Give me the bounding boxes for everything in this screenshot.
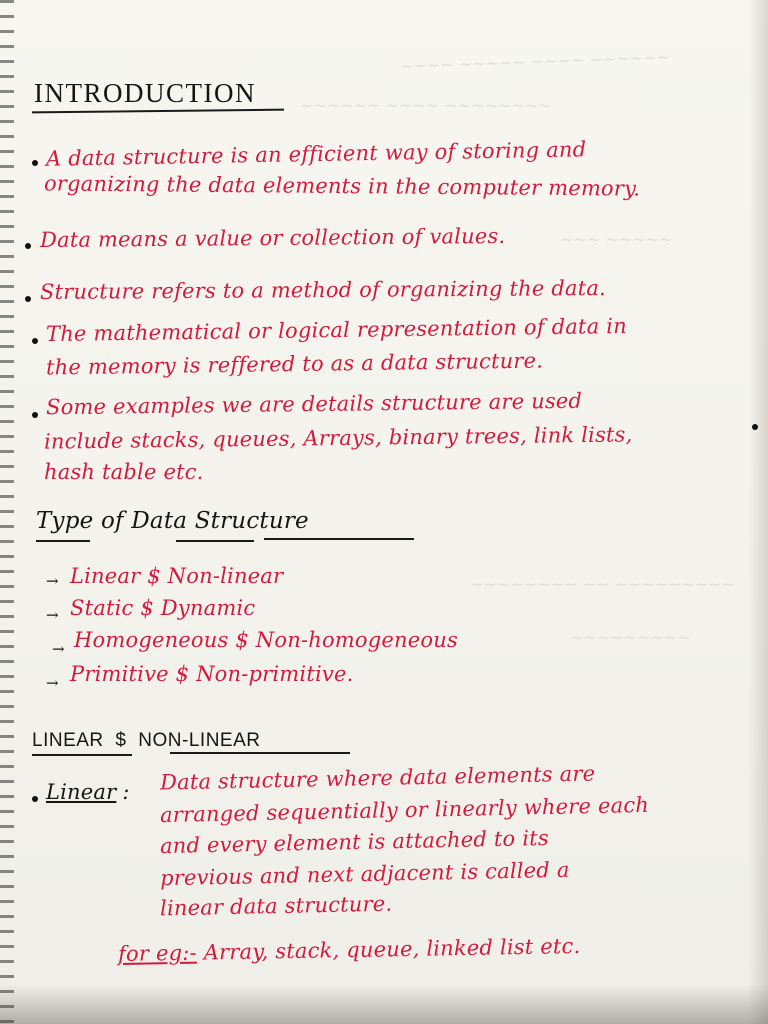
linear-heading-amp: $	[115, 730, 127, 751]
types-heading-word: Structure	[194, 508, 309, 534]
example-line	[118, 934, 581, 966]
intro-bullet-1-line-2: organizing the data elements in the computer memory.	[43, 171, 641, 201]
bullet-dot	[32, 160, 38, 166]
intro-bullet-5-line-1: Some examples we are details structure are used	[45, 388, 583, 420]
linear-def-line-1: Data structure where data elements are	[159, 761, 596, 795]
intro-bullet-4-line-1: The mathematical or logical representation of data in	[45, 313, 628, 347]
linear-def-line-4: previous and next adjacent is called a	[159, 857, 570, 891]
bleed-through-text: ~~~~ ~~~~~ ~~~~ ~~~~~~	[399, 47, 671, 76]
intro-bullet-3-line-1: Structure refers to a method of organizing the data.	[39, 276, 606, 304]
example-text: Array, stack, queue, linked list etc.	[203, 933, 581, 965]
bullet-dot	[32, 338, 38, 344]
bullet-dot	[25, 243, 31, 249]
types-heading-underline	[176, 540, 254, 542]
linear-def-line-2: arranged sequentially or linearly where each	[159, 792, 650, 828]
linear-heading-right-main: LINEAR	[188, 730, 261, 751]
bullet-dot	[752, 424, 758, 430]
types-heading-underline	[36, 540, 90, 542]
type-item-1: Linear $ Non-linear	[70, 564, 284, 588]
page-edge-shadow	[748, 0, 768, 1024]
linear-heading-right-prefix: NON-	[138, 730, 189, 751]
linear-term	[46, 780, 130, 804]
types-heading-word: of	[101, 508, 124, 534]
bullet-dot	[32, 412, 38, 418]
linear-heading-underline	[32, 754, 132, 756]
types-heading	[36, 508, 309, 534]
bleed-through-text: ~~~ ~~~~~	[560, 230, 673, 249]
example-label: for eg:-	[117, 940, 198, 967]
bleed-through-text: ~~~~~~ ~~~~ ~~~~~~~~	[300, 96, 552, 115]
type-item-3: Homogeneous $ Non-homogeneous	[74, 628, 458, 652]
types-heading-word: Type	[36, 508, 94, 534]
bullet-dot	[25, 296, 31, 302]
intro-bullet-2-line-1: Data means a value or collection of values.	[39, 223, 506, 253]
arrow-icon: →	[52, 640, 65, 658]
bleed-through-text: ~~~~~~~~ ~~ ~~~~~~~~~	[470, 575, 735, 594]
linear-def-line-5: linear data structure.	[159, 891, 393, 921]
bleed-through-text: ~~~~~~~~~	[570, 628, 691, 647]
page-bottom-shadow	[0, 984, 768, 1024]
intro-bullet-5-line-3: hash table etc.	[44, 460, 204, 484]
types-heading-word: Data	[131, 508, 188, 534]
page-title: INTRODUCTION	[34, 78, 256, 108]
intro-bullet-5-line-2: include stacks, queues, Arrays, binary trees, link lists,	[43, 422, 633, 454]
linear-def-line-3: and every element is attached to its	[159, 825, 550, 859]
arrow-icon: →	[46, 572, 59, 590]
type-item-2: Static $ Dynamic	[70, 596, 256, 620]
spiral-binding	[0, 0, 14, 1024]
arrow-icon: →	[46, 674, 59, 692]
types-heading-underline	[264, 538, 414, 540]
intro-bullet-4-line-2: the memory is reffered to as a data structure.	[45, 348, 544, 380]
linear-term-word: Linear	[46, 780, 117, 804]
linear-heading-underline	[170, 752, 350, 754]
title-underline	[32, 109, 284, 114]
linear-heading	[32, 730, 260, 752]
arrow-icon: →	[46, 606, 59, 624]
bullet-dot	[32, 796, 38, 802]
type-item-4: Primitive $ Non-primitive.	[70, 662, 354, 686]
intro-bullet-1-line-1: A data structure is an efficient way of storing and	[45, 137, 587, 171]
linear-heading-left: LINEAR	[32, 730, 104, 751]
linear-term-colon: :	[122, 780, 130, 804]
